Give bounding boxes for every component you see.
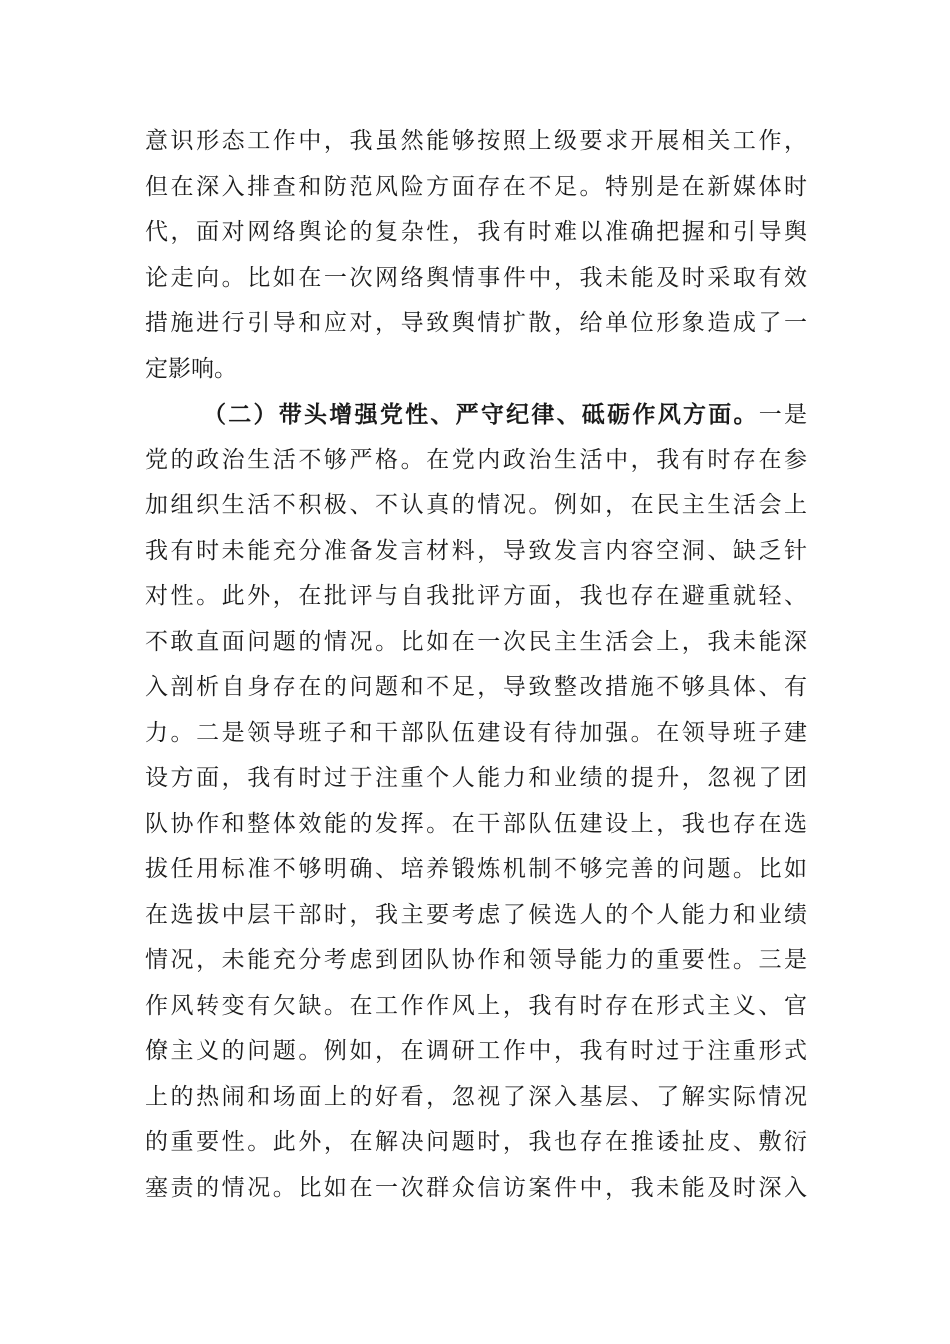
paragraph-line: 作风转变有欠缺。在工作作风上，我有时存在形式主义、官 (145, 992, 807, 1019)
paragraph-line: 我有时未能充分准备发言材料，导致发言内容空洞、缺乏针 (145, 537, 807, 564)
paragraph-line: 情况，未能充分考虑到团队协作和领导能力的重要性。三是 (145, 947, 807, 973)
paragraph-line: 论走向。比如在一次网络舆情事件中，我未能及时采取有效 (145, 264, 807, 291)
paragraph-line: 代，面对网络舆论的复杂性，我有时难以准确把握和引导舆 (145, 219, 807, 245)
paragraph-line: 措施进行引导和应对，导致舆情扩散，给单位形象造成了一 (145, 310, 807, 336)
paragraph-line: 加组织生活不积极、不认真的情况。例如，在民主生活会上 (145, 492, 807, 518)
paragraph-line: 设方面，我有时过于注重个人能力和业绩的提升，忽视了团 (145, 765, 807, 791)
paragraph-line: 不敢直面问题的情况。比如在一次民主生活会上，我未能深 (145, 628, 807, 655)
paragraph-line: 在选拔中层干部时，我主要考虑了候选人的个人能力和业绩 (145, 901, 807, 928)
paragraph-line: 队协作和整体效能的发挥。在干部队伍建设上，我也存在选 (145, 810, 807, 837)
paragraph-line: 对性。此外，在批评与自我批评方面，我也存在避重就轻、 (145, 583, 807, 609)
paragraph-line: 意识形态工作中，我虽然能够按照上级要求开展相关工作， (145, 128, 807, 154)
paragraph-line: 入剖析自身存在的问题和不足，导致整改措施不够具体、有 (145, 674, 807, 700)
section-heading-tail: 一是 (758, 402, 807, 428)
section-heading: （二）带头增强党性、严守纪律、砥砺作风方面。 (203, 401, 759, 428)
section-heading-line (145, 392, 807, 438)
paragraph-line: 上的热闹和场面上的好看，忽视了深入基层、了解实际情况 (145, 1083, 807, 1110)
paragraph-line: 僚主义的问题。例如，在调研工作中，我有时过于注重形式 (145, 1038, 807, 1064)
paragraph-line: 的重要性。此外，在解决问题时，我也存在推诿扯皮、敷衍 (145, 1129, 807, 1155)
document-body (145, 119, 807, 1211)
paragraph-line: 塞责的情况。比如在一次群众信访案件中，我未能及时深入 (145, 1174, 807, 1201)
paragraph-line: 但在深入排查和防范风险方面存在不足。特别是在新媒体时 (145, 173, 807, 200)
paragraph-line: 党的政治生活不够严格。在党内政治生活中，我有时存在参 (145, 446, 807, 473)
paragraph-line: 拔任用标准不够明确、培养锻炼机制不够完善的问题。比如 (145, 856, 807, 882)
paragraph-line: 定影响。 (145, 355, 237, 382)
paragraph-line: 力。二是领导班子和干部队伍建设有待加强。在领导班子建 (145, 719, 807, 746)
